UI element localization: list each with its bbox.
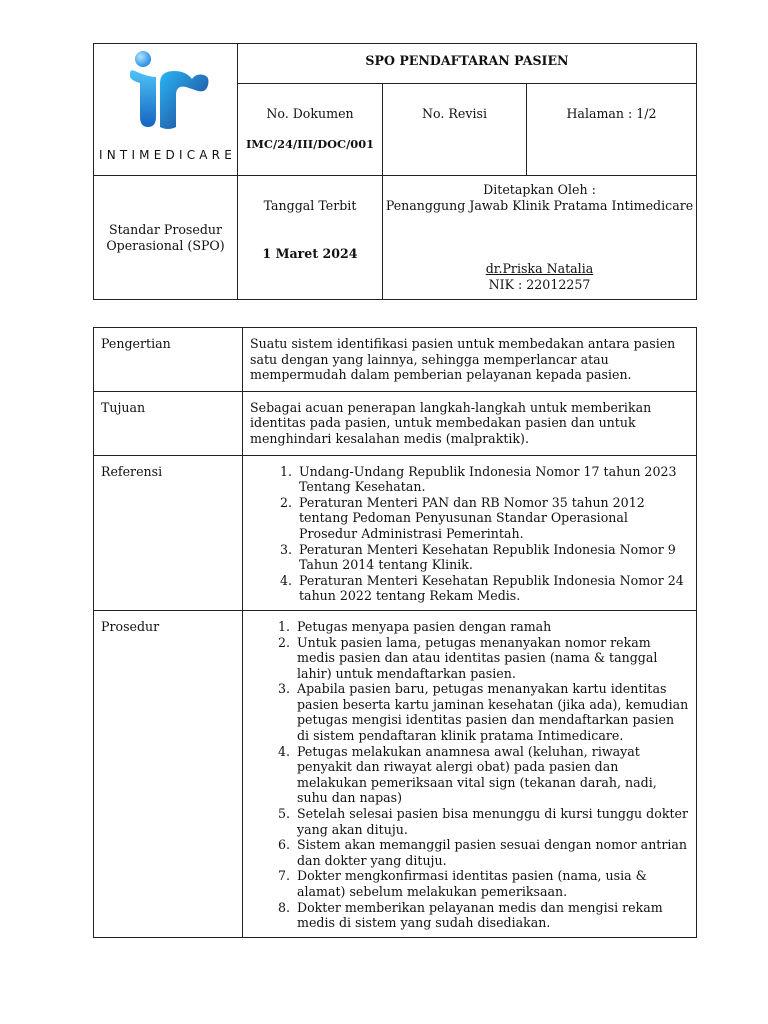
list-item: 5. Setelah selesai pasien bisa menunggu di kursi tunggu dokter yang akan dituju. — [294, 806, 689, 837]
page-cell — [527, 84, 697, 176]
section-label: Pengertian — [94, 328, 243, 392]
logo-cell — [94, 44, 238, 176]
approver-nik: NIK : 22012257 — [488, 277, 591, 292]
intimedicare-logo-icon — [126, 49, 212, 131]
list-item: 3. Apabila pasien baru, petugas menanyakan kartu identitas pasien beserta kartu jaminan kesehatan (jika ada), kemudian petugas mengisi identitas pasien dan mendaftarkan pasien di sistem pendaftaran klinik pratama Intimedicare. — [294, 681, 689, 743]
approver-name: dr.Priska Natalia — [485, 261, 594, 276]
approval-cell — [383, 176, 697, 300]
doc-number-value: IMC/24/III/DOC/001 — [245, 137, 375, 152]
spo-cell — [94, 176, 238, 300]
approver-role: Penanggung Jawab Klinik Pratama Intimedicare — [385, 198, 694, 213]
procedure-list-cell — [243, 610, 697, 937]
reference-list-cell — [243, 455, 697, 610]
revision-label: No. Revisi — [422, 106, 487, 122]
section-text: Sebagai acuan penerapan langkah-langkah untuk memberikan identitas pada pasien, untuk membedakan pasien dan untuk menghindari kesalahan medis (malpraktik). — [243, 391, 697, 455]
spo-label: Standar Prosedur Operasional (SPO) — [106, 221, 225, 253]
doc-number-cell — [238, 84, 383, 176]
list-item: 2. Peraturan Menteri PAN dan RB Nomor 35 tahun 2012 tentang Pedoman Penyusunan Standar Operasional Prosedur Administrasi Pemerintah. — [296, 495, 689, 542]
procedure-list — [250, 619, 689, 931]
list-item: 4. Petugas melakukan anamnesa awal (keluhan, riwayat penyakit dan riwayat alergi obat) pada pasien dan melakukan pemeriksaan vital sign (tekanan darah, nadi, suhu dan napas) — [294, 744, 689, 806]
section-row — [94, 328, 697, 392]
list-item: 1. Petugas menyapa pasien dengan ramah — [294, 619, 689, 635]
section-row — [94, 391, 697, 455]
page-label: Halaman : 1/2 — [566, 106, 657, 122]
list-item: 6. Sistem akan memanggil pasien sesuai dengan nomor antrian dan dokter yang dituju. — [294, 837, 689, 868]
list-item: 1. Undang-Undang Republik Indonesia Nomor 17 tahun 2023 Tentang Kesehatan. — [296, 464, 689, 495]
issue-date-label: Tanggal Terbit — [263, 198, 357, 213]
section-row — [94, 455, 697, 610]
section-label: Referensi — [94, 455, 243, 610]
section-label: Prosedur — [94, 610, 243, 937]
list-item: 4. Peraturan Menteri Kesehatan Republik Indonesia Nomor 24 tahun 2022 tentang Rekam Medis. — [296, 573, 689, 604]
section-label: Tujuan — [94, 391, 243, 455]
list-item: 2. Untuk pasien lama, petugas menanyakan nomor rekam medis pasien dan atau identitas pasien (nama & tanggal lahir) untuk mendaftarkan pasien. — [294, 635, 689, 682]
revision-cell — [383, 84, 527, 176]
section-row — [94, 610, 697, 937]
issue-date-value: 1 Maret 2024 — [262, 246, 358, 261]
document-title-text: SPO PENDAFTARAN PASIEN — [365, 53, 569, 68]
list-item: 3. Peraturan Menteri Kesehatan Republik Indonesia Nomor 9 Tahun 2014 tentang Klinik. — [296, 542, 689, 573]
list-item: 7. Dokter mengkonfirmasi identitas pasien (nama, usia & alamat) sebelum melakukan pemeriksaan. — [294, 868, 689, 899]
list-item: 8. Dokter memberikan pelayanan medis dan mengisi rekam medis di sistem yang sudah disediakan. — [294, 900, 689, 931]
issue-date-cell — [238, 176, 383, 300]
section-text: Suatu sistem identifikasi pasien untuk membedakan antara pasien satu dengan yang lainnya, sehingga memperlancar atau mempermudah dalam pemberian pelayanan kepada pasien. — [243, 328, 697, 392]
approved-by-label: Ditetapkan Oleh : — [483, 182, 596, 197]
spo-content-table — [93, 327, 697, 938]
header-table — [93, 43, 697, 300]
document-title — [238, 44, 697, 84]
reference-list — [250, 464, 689, 604]
logo-text: INTIMEDICARE — [99, 148, 237, 162]
doc-number-label: No. Dokumen — [266, 106, 354, 122]
